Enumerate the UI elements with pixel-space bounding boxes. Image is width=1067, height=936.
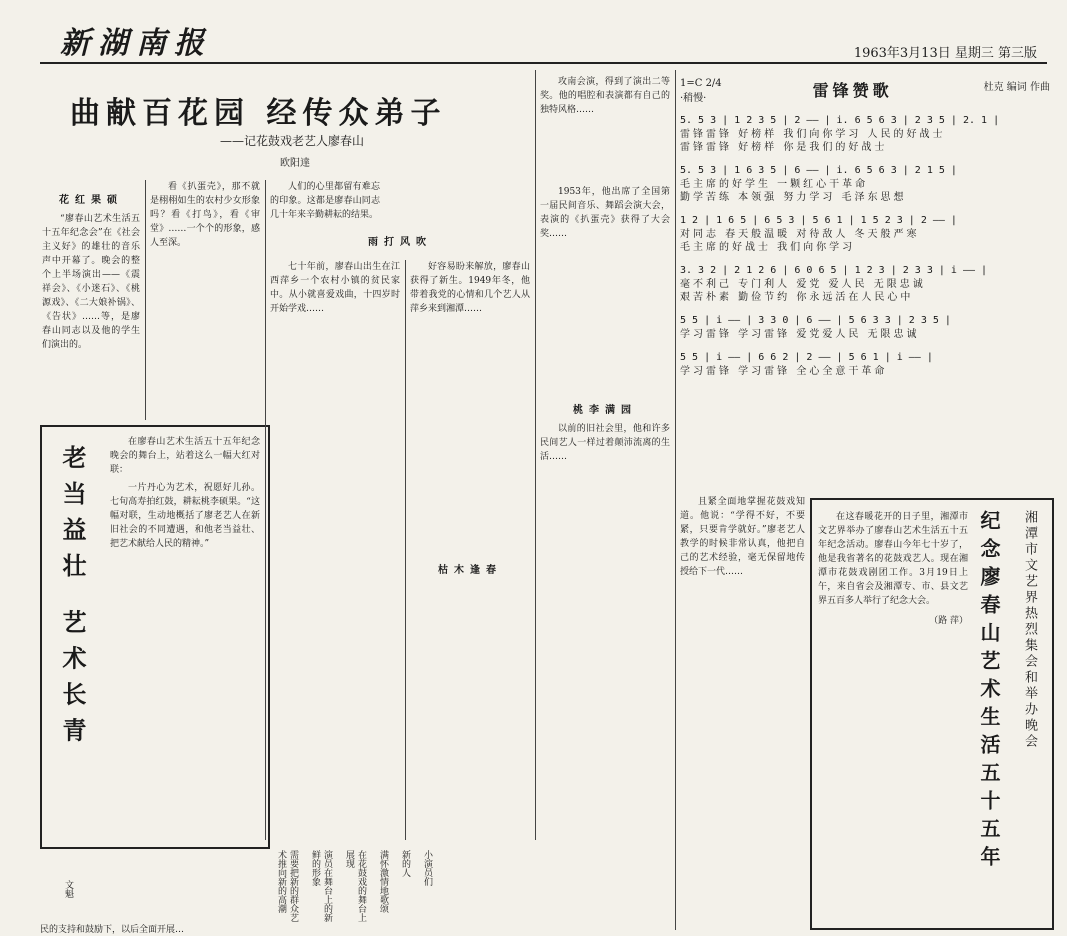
masthead-rule <box>40 62 1047 64</box>
music-score <box>680 78 1050 478</box>
section-heading-box <box>270 232 530 260</box>
column-text: 以前的旧社会里，他和许多民间艺人一样过着颠沛流离的生活…… <box>540 424 670 462</box>
column-divider <box>405 260 406 840</box>
side-article-byline: 文魁 <box>63 880 73 898</box>
right-article-subtitle: 湘潭市文艺界热烈集会和举办晚会 <box>1022 510 1037 750</box>
score-lyric: 毛主席的好学生 一颗红心干革命 <box>680 179 869 190</box>
score-lyric: 对同志 春天般温暖 对待敌人 冬天般严寒 <box>680 229 920 240</box>
vertical-column: 满怀激情地歌颂 <box>378 850 388 913</box>
column-text: 好容易盼来解放，廖春山获得了新生。1949年冬，他带着我党的心情和几个艺人从萍乡来到湘潭…… <box>410 262 530 314</box>
lower-mid-column <box>680 495 805 915</box>
score-lyric: 毛主席的好战士 我们向你学习 <box>680 242 856 253</box>
column-divider <box>265 180 266 840</box>
right-article-title: 纪念廖春山艺术生活五十五年 <box>977 510 1001 874</box>
article-column-8 <box>540 400 670 495</box>
score-notes: 5. 5 3 | 1 2 3 5 | 2 —— | i. 6 5 6 3 | 2 3 5 | 2. 1 | <box>680 115 1000 126</box>
column-text: 七十年前，廖春山出生在江西萍乡一个农村小镇的贫民家中。从小就喜爱戏曲，十四岁时开始学戏…… <box>270 262 400 314</box>
score-notes: 5 5 | i —— | 6 6 2 | 2 —— | 5 6 1 | i —— | <box>680 352 933 363</box>
side-article-text: 一片丹心为艺术，祝愿好儿孙。七旬高寿拍红鼓，耕耘桃李硕果。“这幅对联，生动地概括了廖老艺人在新旧社会的不同遭遇，和他老当益壮、把艺术献给人民的精神。” <box>110 483 260 549</box>
score-title: 雷锋赞歌 <box>812 81 893 100</box>
lower-mid-text: 且紧全面地掌握花鼓戏知道。他说：“学得不好，不要紧，只要肯学就好。”廖老艺人教学的时候非常认真，他把自己的艺术经验，毫无保留地传授给下一代…… <box>680 497 805 577</box>
article-column-4 <box>270 260 400 510</box>
column-text: 看《扒蛋壳》，那不就是栩栩如生的农村少女形象吗？看《打鸟》，看《审堂》……一个个的形象，感人至深。 <box>150 182 260 248</box>
score-lyric: 雷锋雷锋 好榜样 我们向你学习 人民的好战士 <box>680 129 946 140</box>
score-composer: 杜克 编词 作曲 <box>983 82 1050 93</box>
column-divider <box>145 180 146 420</box>
score-notes: 3. 3 2 | 2 1 2 6 | 6 0 6 5 | 1 2 3 | 2 3 3 | i —— | <box>680 265 988 276</box>
article-column-1 <box>42 190 140 420</box>
side-article-title: 老当益壮 艺术长青 <box>58 445 87 754</box>
right-article-text: 在这春暖花开的日子里，湘潭市文艺界举办了廖春山艺术生活五十五年纪念活动。廖春山今年七十岁了，他是我省著名的花鼓戏艺人。现在湘潭市花鼓戏剧团工作。3月19日上午，来自省会及湘潭专、市、县文艺界五百多人举行了纪念大会。 <box>818 512 968 606</box>
article-column-5 <box>410 260 530 510</box>
article-column-2 <box>150 180 260 420</box>
score-notes: 5 5 | i —— | 3 3 0 | 6 —— | 5 6 3 3 | 2 3 5 | <box>680 315 951 326</box>
right-article-byline: （路 萍） <box>929 616 968 626</box>
score-lyric: 勤学苦练 本领强 努力学习 毛泽东思想 <box>680 192 907 203</box>
score-row <box>680 164 1050 204</box>
score-key: 1=C 2/4 <box>680 78 722 89</box>
score-row <box>680 114 1050 154</box>
column-text: “廖春山艺术生活五十五年纪念会”在《社会主义好》的雄壮的音乐声中开幕了。晚会的整个上半场演出——《震祥会》、《小迷石》、《桃源戏》、《二大娘补锅》、《告状》……等，是廖春山同志以及他的学生们演出的。 <box>42 214 140 350</box>
score-row <box>680 214 1050 254</box>
article-headline: 曲献百花园 经传众弟子 <box>70 96 447 131</box>
section-heading: 枯木逢春 <box>438 565 502 576</box>
column-divider <box>535 70 536 840</box>
section-heading: 桃李满园 <box>573 405 637 416</box>
score-lyric: 毫不利己 专门利人 爱党 爱人民 无限忠诚 <box>680 279 926 290</box>
dateline: 1963年3月13日 星期三 第三版 <box>853 46 1037 61</box>
section-heading: 花红果硕 <box>59 195 123 206</box>
score-lyric: 雷锋雷锋 好榜样 你是我们的好战士 <box>680 142 888 153</box>
bottom-strip-text: 民的支持和鼓励下，以后全面开展… <box>40 925 185 935</box>
vertical-column: 新的人 <box>400 850 410 877</box>
score-lyric: 学习雷锋 学习雷锋 爱党爱人民 无限忠诚 <box>680 329 920 340</box>
side-article-intro: 在廖春山艺术生活五十五年纪念晚会的舞台上，站着这么一幅大红对联： <box>110 437 260 475</box>
score-row <box>680 314 1050 341</box>
score-notes: 5. 5 3 | 1 6 3 5 | 6 —— | i. 6 5 6 3 | 2 1 5 | <box>680 165 957 176</box>
column-text: 人们的心里都留有难忘的印象。这都是廖春山同志几十年来辛勤耕耘的结果。 <box>270 182 380 220</box>
score-lyric: 学习雷锋 学习雷锋 全心全意干革命 <box>680 366 888 377</box>
column-text: 攻南会演，得到了演出二等奖。他的唱腔和表演都有自己的独特风格…… <box>540 77 670 115</box>
column-text: 1953年，他出席了全国第一届民间音乐、舞蹈会演大会，表演的《扒蛋壳》获得了大会奖…… <box>540 187 670 239</box>
bottom-vertical-columns <box>275 850 433 930</box>
article-column-7 <box>540 185 670 400</box>
masthead: 新湖南报 <box>60 26 212 61</box>
score-lyric: 艰苦朴素 勤俭节约 你永远活在人民心中 <box>680 292 914 303</box>
score-notes: 1 2 | 1 6 5 | 6 5 3 | 5 6 1 | 1 5 2 3 | 2 —— | <box>680 215 957 226</box>
vertical-column: 小演员们 <box>422 850 432 886</box>
score-row <box>680 264 1050 304</box>
article-column-6 <box>540 75 670 185</box>
score-row <box>680 351 1050 378</box>
right-article-body <box>818 510 968 915</box>
section-heading: 雨打风吹 <box>368 237 432 248</box>
article-subhead: ——记花鼓戏老艺人廖春山 <box>220 134 365 148</box>
vertical-column: 演员在舞台上的新鲜的形象 <box>310 850 332 922</box>
article-byline: 欧阳達 <box>280 158 310 169</box>
article-column-3 <box>270 180 380 240</box>
vertical-column: 在花鼓戏的舞台上展现 <box>344 850 366 922</box>
section-heading-box-2 <box>410 560 530 600</box>
side-article-body <box>110 435 260 835</box>
score-tempo: ·稍慢· <box>680 93 707 104</box>
column-divider <box>675 70 676 930</box>
vertical-column: 需要把新的群众艺术推向新的高潮 <box>276 850 298 922</box>
